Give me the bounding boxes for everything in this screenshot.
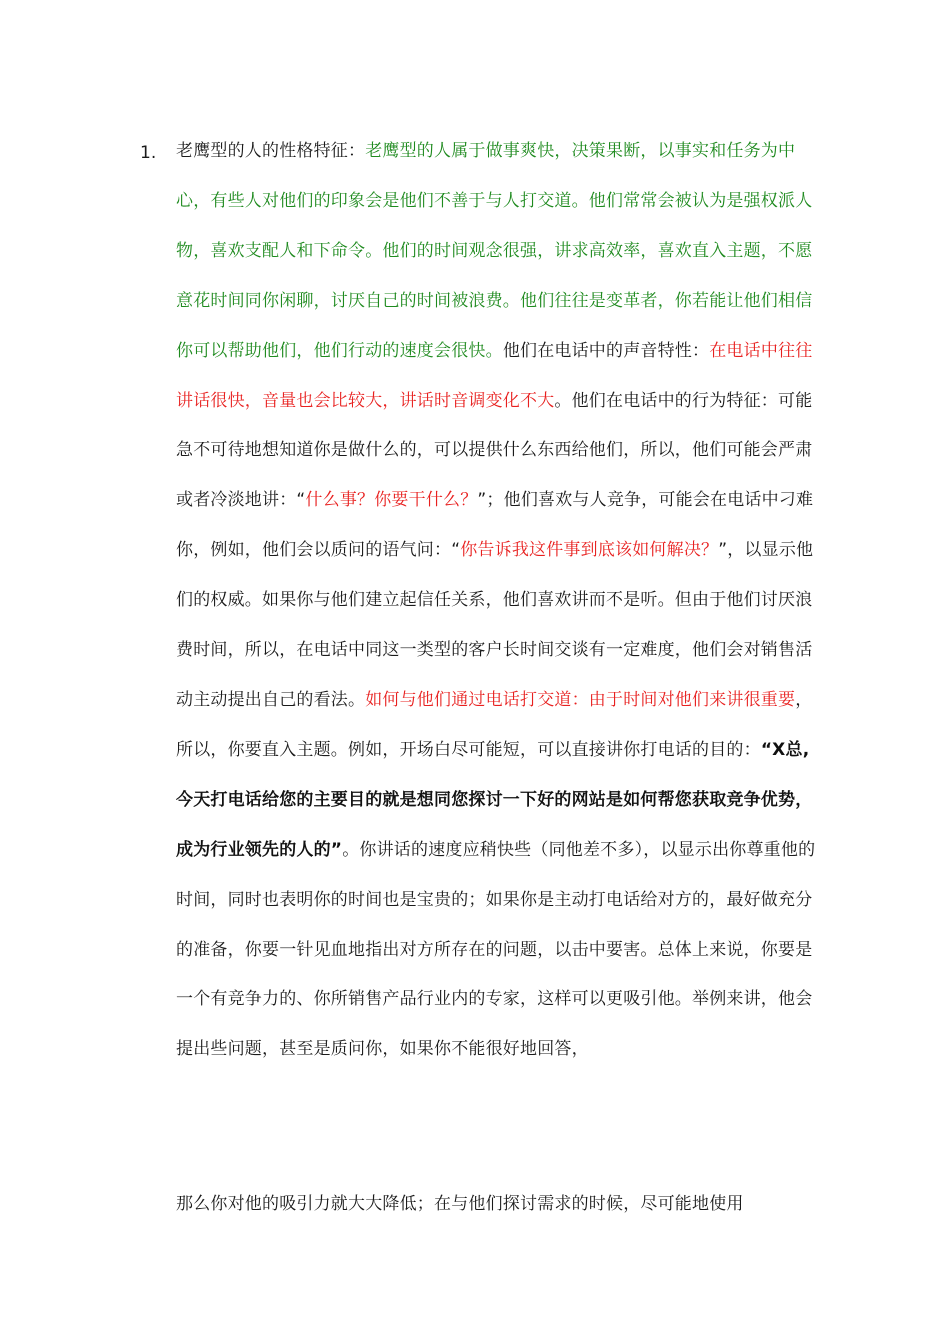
- highlighted-text-red: 什么事？你要干什么？: [305, 490, 478, 511]
- highlighted-text-red: 你告诉我这件事到底该如何解决？: [460, 540, 719, 561]
- bold-quote-text: “X总,今天打电话给您的主要目的就是想同您探讨一下好的网站是如何帮您获取竞争优势，成为行业领先的人的”: [176, 739, 813, 860]
- text-segment: 老鹰型的人的性格特征：: [176, 141, 366, 161]
- paragraph-last-line: 那么你对他的吸引力就大大降低；在与他们探讨需求的时候，尽可能地使用: [176, 1194, 744, 1214]
- text-segment: 。你讲话的速度应稍快些（同他差不多），以显示出你尊重他的时间，同时也表明你的时间也是宝贵的；如果你是主动打电话给对方的，最好做充分的准备，你要一针见血地指出对方所存在的问题，以击中要害。总体上来说，你要是一个有竞争力的、你所销售产品行业内的专家，这样可以更吸引他。举例来讲，他会提出些问题，甚至是质问你，如果你不能很好地回答，: [176, 839, 816, 1060]
- highlighted-text-green: 老鹰型的人属于做事爽快，决策果断，以事实和任务为中心，有些人对他们的印象会是他们不善于与人打交道。他们常常会被认为是强权派人物，喜欢支配人和下命令。他们的时间观念很强，讲求高效率，喜欢直入主题，不愿意花时间同你闲聊，讨厌自己的时间被浪费。他们往往是变革者，你若能让他们相信你可以帮助他们，他们行动的速度会很快。: [176, 141, 813, 361]
- text-segment: ”，以显示他们的权威。如果你与他们建立起信任关系，他们喜欢讲而不是听。但由于他们讨厌浪费时间，所以，在电话中同这一类型的客户长时间交谈有一定难度，他们会对销售活动主动提出自己的看法。: [176, 540, 814, 710]
- highlighted-text-red: 在电话中往往讲话很快，音量也会比较大，讲话时音调变化不大: [176, 340, 813, 411]
- text-segment: 他们在电话中的声音特性：: [502, 340, 710, 361]
- list-item-paragraph: [176, 127, 818, 1075]
- text-segment: ，所以，你要直入主题。例如，开场白尽可能短，可以直接讲你打电话的目的：: [176, 689, 813, 760]
- list-item-number: 1.: [140, 143, 157, 163]
- text-segment: 。他们在电话中的行为特征：可能急不可待地想知道你是做什么的，可以提供什么东西给他们，所以，他们可能会严肃或者冷淡地讲：“: [176, 390, 813, 511]
- text-segment: ”；他们喜欢与人竞争，可能会在电话中刁难你，例如，他们会以质问的语气问：“: [176, 490, 814, 561]
- highlighted-text-red: 如何与他们通过电话打交道：由于时间对他们来讲很重要: [365, 689, 796, 710]
